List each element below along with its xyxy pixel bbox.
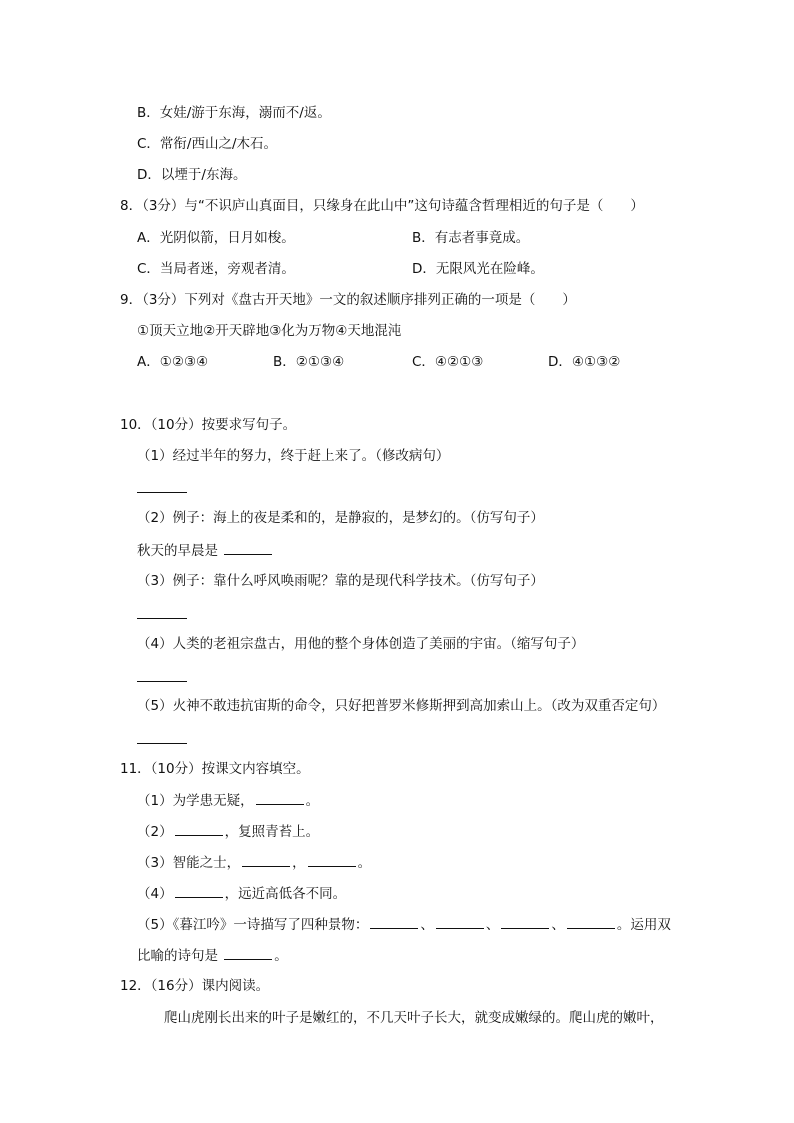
q9-items: ①顶天立地②开天辟地③化为万物④天地混沌: [137, 323, 402, 339]
q11-sub3-blank-1[interactable]: [242, 852, 290, 867]
q8-option-d: D．无限风光在险峰。: [412, 261, 544, 277]
q9-stem: 9．（3分）下列对《盘古开天地》一文的叙述顺序排列正确的一项是（ ）: [120, 292, 576, 308]
q11-sub5-line2-post: 。: [274, 948, 288, 964]
q11-sub2-post: ，复照青苔上。: [224, 824, 320, 840]
q11-sub5-sep-2: 、: [485, 917, 500, 933]
q10-sub2-prompt: 秋天的早晨是: [137, 543, 218, 559]
q7-option-b: B．女娃/游于东海，溺而不/返。: [137, 105, 331, 121]
q7-option-d: D．以堙于/东海。: [137, 167, 247, 183]
q10-sub4-answer-blank[interactable]: [137, 680, 187, 682]
q11-stem: 11．（10分）按课文内容填空。: [120, 761, 310, 777]
q10-sub3: （3）例子：靠什么呼风唤雨呢？靠的是现代科学技术。（仿写句子）: [137, 573, 544, 589]
q10-sub3-answer-blank[interactable]: [137, 617, 187, 619]
q11-sub5-sep-1: 、: [420, 917, 434, 933]
q11-sub3-blank-2[interactable]: [308, 852, 356, 867]
q10-sub5: （5）火神不敢违抗宙斯的命令，只好把普罗米修斯押到高加索山上。（改为双重否定句）: [137, 698, 666, 714]
q9-option-c: C．④②①③: [412, 354, 484, 370]
q11-sub3-mid: ，: [292, 855, 306, 871]
q10-sub2-answer-blank[interactable]: [224, 540, 272, 555]
q11-sub4: [137, 883, 346, 904]
q11-sub5-blank-4[interactable]: [567, 914, 615, 929]
q11-sub2: [137, 821, 319, 842]
q11-sub4-pre: （4）: [137, 886, 173, 902]
q11-sub5-sep-3: 、: [551, 917, 565, 933]
q10-sub2: （2）例子：海上的夜是柔和的，是静寂的，是梦幻的。（仿写句子）: [137, 510, 544, 526]
q10-sub1: （1）经过半年的努力，终于赶上来了。（修改病句）: [137, 448, 450, 464]
q11-sub5-blank-2[interactable]: [436, 914, 484, 929]
q11-sub5-blank-3[interactable]: [501, 914, 549, 929]
q10-sub4: （4）人类的老祖宗盘古，用他的整个身体创造了美丽的宇宙。（缩写句子）: [137, 636, 585, 652]
q12-stem: 12．（16分）课内阅读。: [120, 978, 270, 994]
q9-option-d: D．④①③②: [548, 354, 621, 370]
q10-sub1-answer-blank[interactable]: [137, 491, 187, 493]
q8-option-b: B．有志者事竟成。: [412, 230, 530, 246]
q11-sub5: [137, 914, 671, 935]
q10-sub5-answer-blank[interactable]: [137, 742, 187, 744]
q11-sub5-line2-pre: 比喻的诗句是: [137, 948, 218, 964]
q11-sub1-post: 。: [305, 793, 320, 809]
q10-stem: 10．（10分）按要求写句子。: [120, 417, 297, 433]
q11-sub5-line2-blank[interactable]: [224, 945, 272, 960]
q11-sub1: [137, 790, 319, 811]
q11-sub4-post: ，远近高低各不同。: [224, 886, 347, 902]
q8-stem: 8．（3分）与“不识庐山真面目，只缘身在此山中”这句诗蕴含哲理相近的句子是（ ）: [120, 198, 644, 214]
q11-sub2-blank[interactable]: [175, 821, 223, 836]
q11-sub3-pre: （3）智能之士，: [137, 855, 241, 871]
q8-option-a: A．光阴似箭，日月如梭。: [137, 230, 295, 246]
q9-option-a: A．①②③④: [137, 354, 209, 370]
q11-sub3: [137, 852, 371, 873]
q11-sub3-post: 。: [357, 855, 372, 871]
q11-sub1-pre: （1）为学患无疑，: [137, 793, 254, 809]
q9-option-b: B．②①③④: [273, 354, 345, 370]
q11-sub5-blank-1[interactable]: [370, 914, 418, 929]
q12-passage: 爬山虎刚长出来的叶子是嫩红的，不几天叶子长大，就变成嫩绿的。爬山虎的嫩叶，: [164, 1010, 664, 1026]
q11-sub5-line2: [137, 945, 288, 966]
q8-option-c: C．当局者迷，旁观者清。: [137, 261, 295, 277]
q11-sub5-pre: （5）《暮江吟》一诗描写了四种景物：: [137, 917, 369, 933]
q11-sub4-blank[interactable]: [175, 883, 223, 898]
q11-sub2-pre: （2）: [137, 824, 173, 840]
q10-sub2-line: [137, 540, 274, 561]
q7-option-c: C．常衔/西山之/木石。: [137, 136, 278, 152]
q11-sub1-blank[interactable]: [256, 790, 304, 805]
q11-sub5-post: 。运用双: [616, 917, 671, 933]
